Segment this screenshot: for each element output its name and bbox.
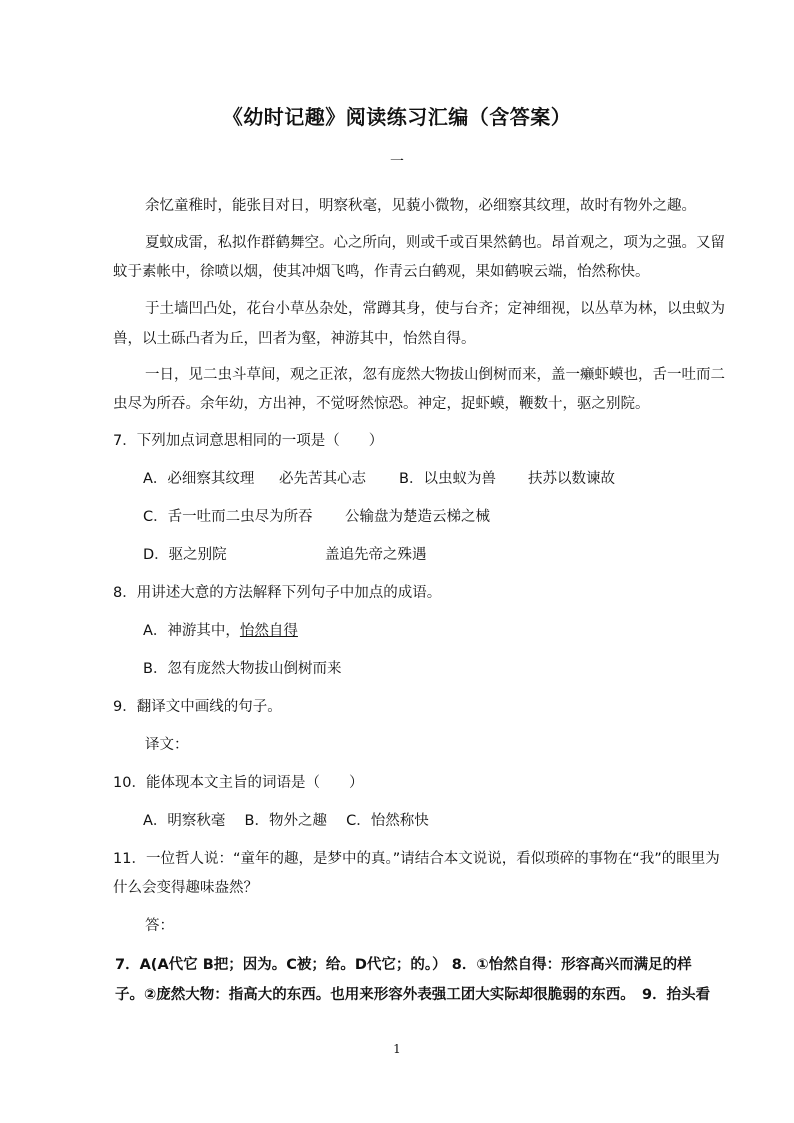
question-8-item-b: B．忽有庞然大物拔山倒树而来 — [143, 661, 342, 677]
question-7-option-b: B．以虫蚁为兽 — [399, 471, 496, 487]
question-8-idiom-a: 怡然自得 — [239, 623, 298, 639]
page-title: 《幼时记趣》阅读练习汇编（含答案） — [222, 105, 572, 129]
question-11-answer-label: 答： — [145, 918, 174, 934]
page-number: 1 — [393, 1042, 401, 1056]
passage-paragraph-1-line-1: 余忆童稚时，能张目对日，明察秋毫，见藐小微物，必细察其纹理，故时有物外之趣。 — [145, 198, 696, 214]
question-8-item-a — [143, 615, 743, 647]
question-7-option-d: D．驱之别院 — [143, 547, 227, 563]
question-7-stem: 7．下列加点词意思相同的一项是（ ） — [113, 433, 384, 449]
question-7-row-ab — [143, 463, 743, 495]
question-10-options: A．明察秋毫 B．物外之趣 C．怡然称快 — [143, 813, 429, 829]
question-10-stem: 10．能体现本文主旨的词语是（ ） — [113, 775, 364, 791]
passage-paragraph-3-line-1: 于土墙凹凸处，花台小草丛杂处，常蹲其身，使与台齐；定神细视，以丛草为林，以虫蚁为 — [145, 301, 725, 317]
question-7-row-d — [143, 539, 743, 571]
question-7-option-a-compare: 必先苦其心志 — [279, 471, 366, 487]
passage-paragraph-3-line-2: 兽，以土砾凸者为丘，凹者为壑，神游其中，怡然自得。 — [113, 331, 476, 347]
section-mark: 一 — [390, 154, 404, 170]
passage-paragraph-2-line-1: 夏蚊成雷，私拟作群鹤舞空。心之所向，则或千或百果然鹤也。昂首观之，项为之强。又留 — [145, 235, 725, 251]
question-7-row-c — [143, 501, 743, 533]
question-9-answer-label: 译文： — [145, 737, 189, 753]
question-7-option-c: C．舌一吐而二虫尽为所吞 — [143, 509, 313, 525]
question-9-stem: 9．翻译文中画线的句子。 — [113, 699, 282, 715]
passage-paragraph-2-line-2: 蚊于素帐中，徐喷以烟，使其冲烟飞鸣，作青云白鹤观，果如鹤唳云端，怡然称快。 — [113, 264, 650, 280]
question-8-item-a-prefix: A．神游其中， — [143, 623, 240, 639]
question-7-option-a: A．必细察其纹理 — [143, 471, 255, 487]
question-11-stem-line-2: 什么会变得趣味盎然？ — [113, 880, 258, 896]
passage-paragraph-4-line-2: 虫尽为所吞。余年幼，方出神，不觉呀然惊恐。神定，捉虾蟆，鞭数十，驱之别院。 — [113, 396, 650, 412]
question-7-option-b-compare: 扶苏以数谏故 — [528, 471, 615, 487]
question-7-option-d-compare: 盖追先帝之殊遇 — [325, 547, 427, 563]
passage-paragraph-4-line-1: 一日，见二虫斗草间，观之正浓，忽有庞然大物拔山倒树而来，盖一癞虾蟆也，舌一吐而二 — [145, 367, 725, 383]
question-11-stem-line-1: 11．一位哲人说：“童年的趣，是梦中的真。”请结合本文说说，看似琐碎的事物在“我”的眼里为 — [113, 851, 720, 867]
question-8-stem: 8．用讲述大意的方法解释下列句子中加点的成语。 — [113, 585, 442, 601]
answer-key-line-2: 子。②庞然大物：指高大的东西。也用来形容外表强工团大实际却很脆弱的东西。 9．抬头看 — [115, 987, 711, 1003]
answer-key-line-1: 7．A(A代它 B把；因为。C被；给。D代它；的。） 8．①怡然自得：形容高兴而满足的样 — [115, 957, 692, 973]
question-7-option-c-compare: 公输盘为楚造云梯之械 — [345, 509, 490, 525]
